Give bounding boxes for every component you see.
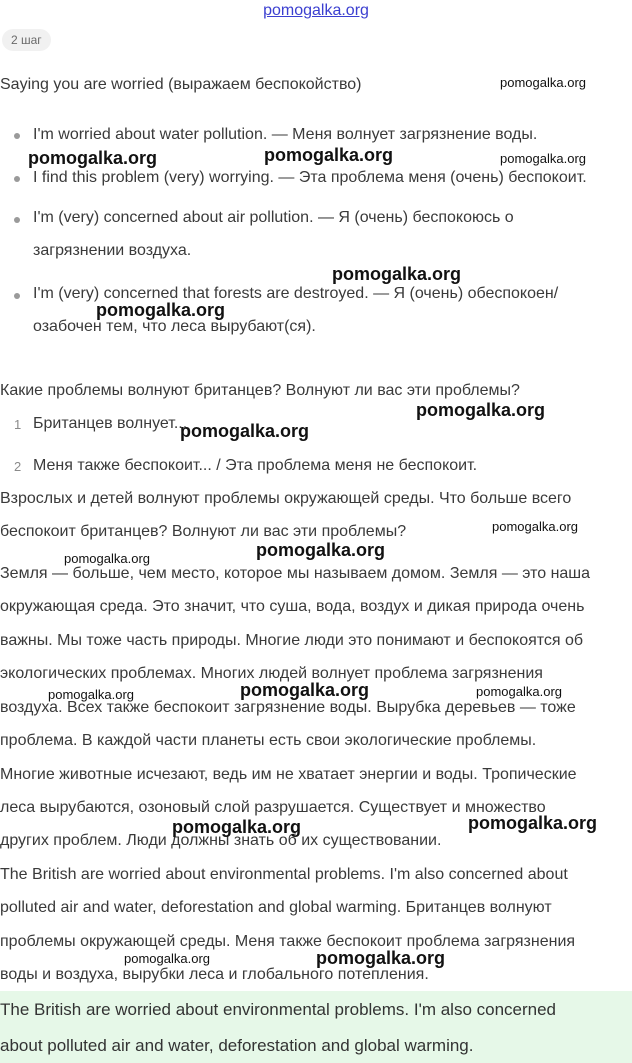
- watermark: pomogalka.org: [96, 300, 226, 320]
- watermark: pomogalka.org: [264, 145, 394, 165]
- paragraph-3-line: воды и воздуха, вырубки леса и глобального потепления.: [0, 966, 429, 983]
- watermark: pomogalka.org: [500, 75, 586, 90]
- question: Какие проблемы волнуют британцев? Волнуют ли вас эти проблемы?: [0, 382, 520, 399]
- watermark: pomogalka.org: [240, 680, 370, 700]
- list-number: 1: [14, 417, 22, 432]
- bullet-dot: [14, 293, 20, 299]
- paragraph-2-line: проблема. В каждой части планеты есть свои экологические проблемы.: [0, 732, 537, 749]
- bullet-item-3-line-1: I'm (very) concerned about air pollution. — Я (очень) беспокоюсь о: [33, 209, 514, 226]
- answer-box: [0, 991, 632, 1063]
- watermark: pomogalka.org: [416, 400, 546, 420]
- paragraph-2-line: важны. Мы тоже часть природы. Многие люди это понимают и беспокоятся об: [0, 632, 584, 649]
- watermark: pomogalka.org: [180, 421, 310, 441]
- paragraph-2-line: Многие животные исчезают, ведь им не хватает энергии и воды. Тропические: [0, 766, 577, 783]
- bullet-dot: [14, 133, 20, 139]
- bullet-item-4-line-1: I'm (very) concerned that forests are destroyed. — Я (очень) обеспокоен/: [33, 285, 559, 302]
- bullet-item-2: I find this problem (very) worrying. — Эта проблема меня (очень) беспокоит.: [33, 169, 587, 186]
- site-logo[interactable]: pomogalka.org: [263, 2, 369, 19]
- paragraph-2-line: других проблем. Люди должны знать об их существовании.: [0, 832, 442, 849]
- step-badge: 2 шаг: [2, 29, 51, 51]
- paragraph-3-line: проблемы окружающей среды. Меня также беспокоит проблема загрязнения: [0, 933, 576, 950]
- watermark: pomogalka.org: [256, 540, 386, 560]
- watermark: pomogalka.org: [332, 264, 462, 284]
- answer-line: about polluted air and water, deforestation and global warming.: [0, 1036, 474, 1055]
- bullet-dot: [14, 176, 20, 182]
- watermark: pomogalka.org: [492, 519, 578, 534]
- bullet-item-1: I'm worried about water pollution. — Меня волнует загрязнение воды.: [33, 126, 538, 143]
- list-number: 2: [14, 459, 22, 474]
- paragraph-2-line: окружающая среда. Это значит, что суша, вода, воздух и дикая природа очень: [0, 598, 585, 615]
- paragraph-1-line: беспокоит британцев? Волнуют ли вас эти проблемы?: [0, 523, 407, 540]
- watermark: pomogalka.org: [316, 948, 446, 968]
- watermark: pomogalka.org: [172, 817, 302, 837]
- numbered-item-1: Британцев волнует...: [33, 415, 188, 432]
- watermark: pomogalka.org: [48, 687, 134, 702]
- paragraph-3-line: The British are worried about environmental problems. I'm also concerned about: [0, 866, 568, 883]
- watermark: pomogalka.org: [28, 148, 158, 168]
- watermark: pomogalka.org: [64, 551, 150, 566]
- answer-line: The British are worried about environmental problems. I'm also concerned: [0, 1000, 557, 1019]
- paragraph-2-line: леса вырубаются, озоновый слой разрушается. Существует и множество: [0, 799, 546, 816]
- bullet-item-3-line-2: загрязнении воздуха.: [33, 242, 192, 259]
- numbered-item-2: Меня также беспокоит... / Эта проблема меня не беспокоит.: [33, 457, 478, 474]
- paragraph-2-line: Земля — больше, чем место, которое мы называем домом. Земля — это наша: [0, 565, 591, 582]
- bullet-dot: [14, 217, 20, 223]
- paragraph-2-line: экологических проблемах. Многих людей волнует проблема загрязнения: [0, 665, 543, 682]
- watermark: pomogalka.org: [468, 813, 598, 833]
- section-heading: Saying you are worried (выражаем беспокойство): [0, 76, 362, 93]
- watermark: pomogalka.org: [500, 151, 586, 166]
- paragraph-2-line: воздуха. Всех также беспокоит загрязнение воды. Вырубка деревьев — тоже: [0, 699, 576, 716]
- bullet-item-4-line-2: озабочен тем, что леса вырубают(ся).: [33, 318, 316, 335]
- paragraph-3-line: polluted air and water, deforestation and global warming. Британцев волнуют: [0, 899, 552, 916]
- paragraph-1-line: Взрослых и детей волнуют проблемы окружающей среды. Что больше всего: [0, 490, 572, 507]
- watermark: pomogalka.org: [476, 684, 562, 699]
- watermark: pomogalka.org: [124, 951, 210, 966]
